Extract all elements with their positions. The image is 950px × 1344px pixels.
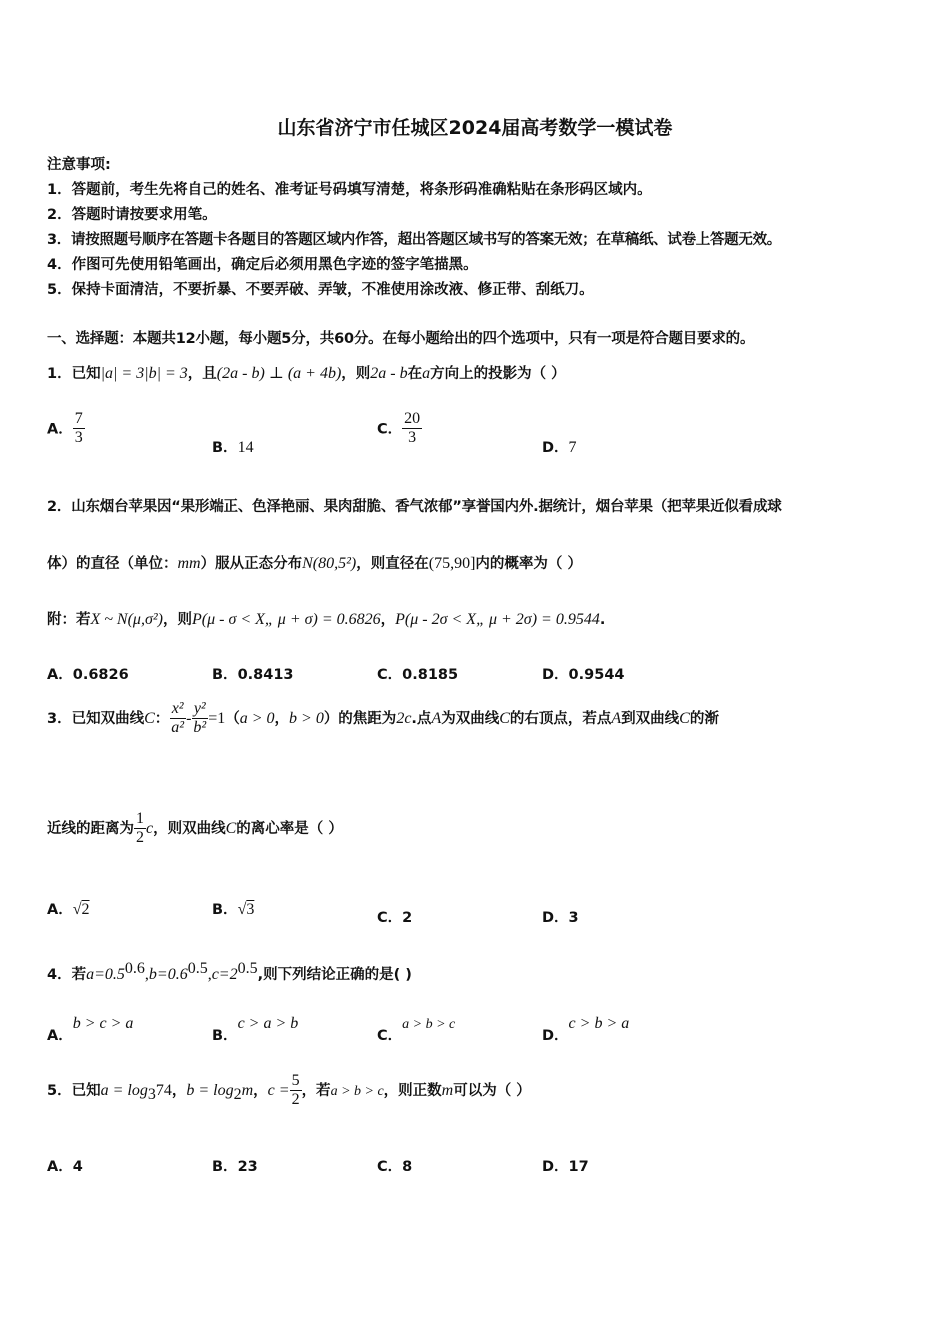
text-fragment: - <box>186 709 192 727</box>
fraction <box>169 700 186 738</box>
q2-text: ， <box>380 612 396 628</box>
text-fragment: 5．已知 <box>47 1082 101 1099</box>
notice-item: 4．作图可先使用铅笔画出，确定后必须用黑色字迹的签字笔描黑。 <box>47 257 478 273</box>
q1-math: 2a - b <box>370 365 408 382</box>
fraction <box>73 410 85 448</box>
q2-option-a[interactable] <box>47 663 129 684</box>
option-value: 14 <box>237 439 254 456</box>
math-symbol: √ <box>72 901 82 918</box>
notice-heading: 注意事项: <box>47 157 111 173</box>
q3-line-1 <box>47 700 719 738</box>
q2-math: N(80,5²) <box>302 555 357 572</box>
text-fragment: c = <box>267 1081 290 1099</box>
text-fragment: ： <box>154 710 170 727</box>
text-fragment: C <box>499 709 510 727</box>
text-fragment: C． <box>377 1159 403 1175</box>
text-fragment: ,则下列结论正确的是( ) <box>257 966 412 983</box>
text-fragment: .点 <box>411 710 432 727</box>
q1-option-b[interactable] <box>212 436 254 457</box>
text-fragment: m <box>441 1081 454 1099</box>
text-fragment: 为双曲线 <box>441 710 500 727</box>
q2-option-b[interactable] <box>212 663 294 684</box>
text-fragment: c <box>146 819 154 837</box>
text-fragment: a > b > c <box>402 1017 456 1032</box>
q4-option-d[interactable] <box>542 1012 630 1044</box>
text-fragment: 3 <box>147 1085 156 1103</box>
q1-text: 方向上的投影为（ ） <box>430 366 566 382</box>
q5-option-d[interactable] <box>542 1155 589 1176</box>
text-fragment: c=2 <box>211 965 238 983</box>
text-fragment: , <box>144 965 149 983</box>
text-fragment: C． <box>377 1028 403 1044</box>
text-fragment: 1 <box>134 810 146 829</box>
text-fragment: 到双曲线 <box>621 710 680 727</box>
text-fragment: 的渐 <box>689 710 719 727</box>
q5-option-c[interactable] <box>377 1155 412 1176</box>
text-fragment: 2c <box>396 709 412 727</box>
text-fragment: a = log <box>100 1081 148 1099</box>
q1-math: |a| = 3|b| = 3 <box>100 365 188 382</box>
text-fragment: x² <box>170 700 186 719</box>
text-fragment: a > 0 <box>239 709 275 727</box>
text-fragment: 2 <box>291 1091 300 1109</box>
text-fragment: b² <box>193 719 207 737</box>
text-fragment: A <box>611 709 622 727</box>
text-fragment: 4．若 <box>47 966 87 983</box>
text-fragment: a² <box>171 719 185 737</box>
q1-text: ，则 <box>341 366 371 382</box>
text-fragment: b = log <box>186 1081 234 1099</box>
q1-option-c[interactable] <box>377 410 422 448</box>
q2-text: ，则 <box>162 612 192 628</box>
notice-item: 5．保持卡面清洁，不要折暴、不要弄破、弄皱，不准使用涂改液、修正带、刮纸刀。 <box>47 282 594 298</box>
fraction <box>134 810 146 848</box>
q2-math: mm <box>177 555 201 572</box>
text-fragment: =1 <box>208 709 226 727</box>
q2-math: X ~ N(μ,σ²) <box>90 611 163 628</box>
question-1 <box>47 362 566 383</box>
notice-item: 3．请按照题号顺序在答题卡各题目的答题区域内作答，超出答题区域书写的答案无效；在草稿纸、试卷上答题无效。 <box>47 232 781 248</box>
text-fragment: 2 <box>402 910 413 926</box>
q2-text: 附：若 <box>47 612 91 628</box>
q2-math: (75,90] <box>428 555 476 572</box>
q1-text: ，且 <box>187 366 217 382</box>
option-value: 7 <box>568 439 577 456</box>
text-fragment: A． <box>47 1028 73 1044</box>
text-fragment: ）的焦距为 <box>323 710 397 727</box>
text-fragment: 的右顶点，若点 <box>509 710 612 727</box>
question-4 <box>47 960 412 984</box>
text-fragment: 0.8413 <box>237 667 294 683</box>
q3-option-a[interactable] <box>47 898 90 919</box>
text-fragment: 0.5 <box>187 960 208 977</box>
section-heading: 一、选择题：本题共12小题，每小题5分，共60分。在每小题给出的四个选项中，只有一项是符合题目要求的。 <box>47 331 755 347</box>
q3-option-b[interactable] <box>212 898 254 919</box>
notice-item: 1．答题前，考生先将自己的姓名、准考证号码填写清楚，将条形码准确粘贴在条形码区域内。 <box>47 182 652 198</box>
fraction <box>191 700 208 738</box>
text-fragment: A． <box>47 667 73 683</box>
q1-math: (2a - b) ⊥ (a + 4b) <box>216 365 342 382</box>
q2-text: ）服从正态分布 <box>200 556 303 572</box>
fraction <box>290 1072 302 1110</box>
text-fragment: （ <box>225 710 240 727</box>
text-fragment: 0.6 <box>124 960 145 977</box>
text-fragment: 2 <box>136 829 144 847</box>
text-fragment: b=0.6 <box>148 965 188 983</box>
option-label: B． <box>212 440 238 456</box>
text-fragment: A． <box>47 902 73 918</box>
option-label: A． <box>47 421 73 438</box>
text-fragment: , <box>207 965 212 983</box>
option-label: C． <box>377 421 403 438</box>
text-fragment: 0.8185 <box>402 667 459 683</box>
q5-option-b[interactable] <box>212 1155 258 1176</box>
q2-text: 内的概率为（ ） <box>475 556 582 572</box>
q1-option-a[interactable] <box>47 410 85 448</box>
text-fragment: b > 0 <box>289 709 324 727</box>
text-fragment: C <box>225 819 237 837</box>
text-fragment: A <box>431 709 442 727</box>
q3-line-2 <box>47 810 343 848</box>
text-fragment: ，则正数 <box>383 1082 442 1099</box>
q4-option-c[interactable] <box>377 1012 456 1044</box>
text-fragment: ，则双曲线 <box>153 820 226 837</box>
text-fragment: a > b > c <box>330 1083 384 1099</box>
fraction <box>402 410 422 448</box>
q1-text: 1．已知 <box>47 366 101 382</box>
text-fragment: 3 <box>568 910 579 926</box>
text-fragment: c > a > b <box>237 1015 299 1032</box>
text-fragment: ， <box>274 710 290 727</box>
q3-option-d[interactable] <box>542 906 579 927</box>
q2-text: 体）的直径（单位： <box>47 556 178 572</box>
text-fragment: 5 <box>290 1072 302 1091</box>
text-fragment: 0.9544 <box>568 667 625 683</box>
text-fragment: C <box>679 709 690 727</box>
text-fragment: 20 <box>402 410 422 429</box>
option-label: D． <box>542 440 569 456</box>
text-fragment: D． <box>542 1159 569 1175</box>
q2-text: . <box>599 612 606 628</box>
notice-item: 2．答题时请按要求用笔。 <box>47 207 217 223</box>
q2-option-c[interactable] <box>377 663 458 684</box>
text-fragment: m <box>241 1081 254 1099</box>
q1-text: 在 <box>407 366 423 382</box>
text-fragment: ， <box>171 1082 187 1099</box>
q2-line-2 <box>47 552 582 573</box>
text-fragment: B． <box>212 1028 238 1044</box>
text-fragment: 3 <box>408 429 417 447</box>
text-fragment: 3 <box>74 429 83 447</box>
text-fragment: 8 <box>402 1159 413 1175</box>
text-fragment: 2 <box>233 1085 242 1103</box>
q2-math: P(μ - 2σ < X„ μ + 2σ) = 0.9544 <box>395 611 600 628</box>
text-fragment: B． <box>212 1159 238 1175</box>
text-fragment: D． <box>542 1028 569 1044</box>
page-title: 山东省济宁市任城区2024届高考数学一模试卷 <box>277 117 673 139</box>
text-fragment: a=0.5 <box>86 965 125 983</box>
text-fragment: c > b > a <box>568 1015 630 1032</box>
text-fragment: ， <box>253 1082 268 1099</box>
text-fragment: y² <box>192 700 208 719</box>
text-fragment: D． <box>542 910 569 926</box>
text-fragment: 74 <box>155 1081 172 1099</box>
text-fragment: B． <box>212 902 238 918</box>
text-fragment: 的离心率是（ ） <box>236 820 343 837</box>
text-fragment: C． <box>377 667 403 683</box>
text-fragment: 近线的距离为 <box>47 820 134 837</box>
q2-text: ，则直径在 <box>356 556 429 572</box>
q2-line-3 <box>47 608 605 629</box>
text-fragment: B． <box>212 667 238 683</box>
text-fragment: 3．已知双曲线 <box>47 710 145 727</box>
text-fragment: 7 <box>73 410 85 429</box>
text-fragment: ，若 <box>301 1082 331 1099</box>
math-symbol: √ <box>237 901 247 918</box>
text-fragment: b > c > a <box>72 1015 134 1032</box>
text-fragment: 4 <box>72 1159 83 1175</box>
text-fragment: 0.6826 <box>72 667 129 683</box>
text-fragment: C <box>144 709 155 727</box>
q2-math: P(μ - σ < X„ μ + σ) = 0.6826 <box>191 611 381 628</box>
q4-option-b[interactable] <box>212 1012 299 1044</box>
text-fragment: 0.5 <box>237 960 258 977</box>
q1-option-d[interactable] <box>542 436 577 457</box>
text-fragment: C． <box>377 910 403 926</box>
sqrt-value: 2 <box>81 901 90 918</box>
q4-option-a[interactable] <box>47 1012 134 1044</box>
sqrt-value: 3 <box>246 901 255 918</box>
text-fragment: D． <box>542 667 569 683</box>
text-fragment: A． <box>47 1159 73 1175</box>
q1-math: a <box>422 365 431 382</box>
text-fragment: 23 <box>237 1159 258 1175</box>
q2-line-1: 2．山东烟台苹果因“果形端正、色泽艳丽、果肉甜脆、香气浓郁”享誉国内外.据统计，烟台苹果（把苹果近似看成球 <box>47 499 782 515</box>
q2-option-d[interactable] <box>542 663 625 684</box>
q3-option-c[interactable] <box>377 906 412 927</box>
question-5 <box>47 1072 531 1110</box>
text-fragment: 可以为（ ） <box>453 1082 531 1099</box>
q5-option-a[interactable] <box>47 1155 83 1176</box>
text-fragment: 17 <box>568 1159 589 1175</box>
